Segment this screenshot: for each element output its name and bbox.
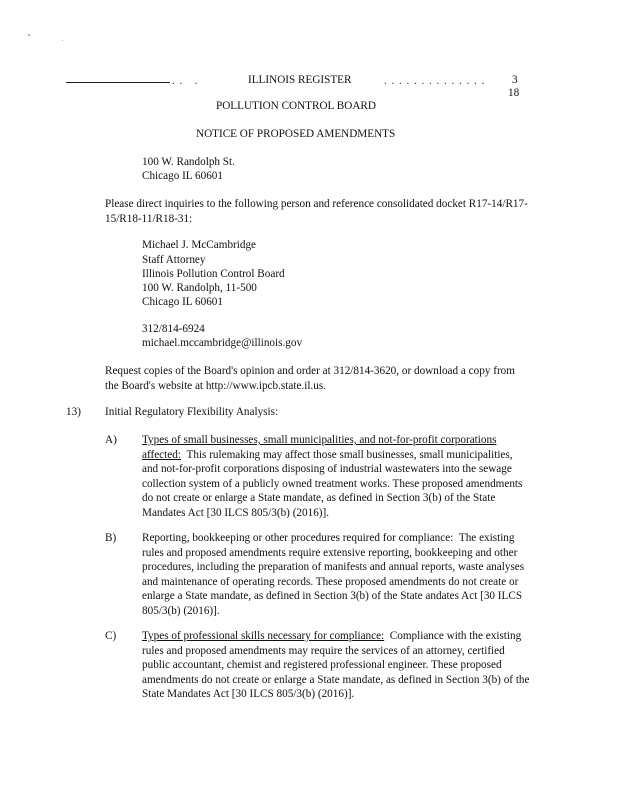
- header-left-dots: . . .: [172, 75, 199, 87]
- item-a-marker: A): [105, 434, 117, 446]
- issue-number: 18: [508, 87, 520, 99]
- item-c-marker: C): [105, 630, 117, 642]
- address-city: Chicago IL 60601: [142, 170, 223, 182]
- item-b-heading: Reporting, bookkeeping or other procedures required for compliance:: [142, 532, 454, 544]
- notice-title: NOTICE OF PROPOSED AMENDMENTS: [196, 128, 396, 140]
- item-b-marker: B): [105, 532, 117, 544]
- copies-paragraph: Request copies of the Board's opinion and order at 312/814-3620, or download a copy from the Board's website at http://www.ipcb.state.il.us.: [105, 365, 515, 392]
- item-b-body: The existing rules and proposed amendments require extensive reporting, bookkeeping and other procedures, including the preparation of manifests and annual reports, waste analyses and maintenance of operating records. These proposed amendments do not create or enlarge a State mandate, as defined in Section 3(b) of the State andates Act [30 ILCS 805/3(b) (2016)].: [142, 532, 525, 617]
- contact-street: 100 W. Randolph, 11-500: [142, 282, 257, 294]
- section-number: 13): [66, 406, 81, 418]
- item-a-heading: Types of small businesses, small municipalities, and not-for-profit corporations affected:: [142, 434, 497, 461]
- contact-email: michael.mccambridge@illinois.gov: [142, 337, 303, 349]
- item-a-body: This rulemaking may affect those small businesses, small municipalities, and not-for-profit corporations disposing of industrial wastewaters into the sewage collection system of a publicly owned treatment works. These proposed amendments do not create or enlarge a State mandate, as defined in Section 3(b) of the State Mandates Act [30 ILCS 805/3(b) (2016)].: [142, 448, 523, 519]
- header-right-dots: . . . . . . . . . . . . . .: [384, 75, 486, 87]
- page-number: 3: [512, 74, 518, 86]
- contact-name: Michael J. McCambridge: [142, 239, 257, 251]
- contact-title: Staff Attorney: [142, 254, 206, 266]
- item-c-heading: Types of professional skills necessary for compliance:: [142, 630, 385, 642]
- agency-name: POLLUTION CONTROL BOARD: [216, 100, 376, 112]
- header-left-rule: [66, 82, 170, 83]
- contact-phone: 312/814-6924: [142, 323, 205, 335]
- contact-organization: Illinois Pollution Control Board: [142, 268, 285, 280]
- contact-city: Chicago IL 60601: [142, 296, 223, 308]
- scan-speck: [28, 34, 30, 36]
- section-title: Initial Regulatory Flexibility Analysis:: [105, 406, 279, 418]
- address-street: 100 W. Randolph St.: [142, 156, 235, 168]
- item-c-text: [142, 629, 530, 702]
- item-c-body: Compliance with the existing rules and proposed amendments may require the services of an attorney, certified public accountant, chemist and registered professional engineer. These proposed amendments do not create or enlarge a State mandate, as defined in Section 3(b) of the State Mandates Act [30 ILCS 805/3(b) (2016)].: [142, 630, 530, 701]
- item-b-text: [142, 531, 530, 619]
- item-a-text: [142, 433, 530, 521]
- scan-speck: [62, 40, 63, 41]
- inquiry-paragraph: Please direct inquiries to the following person and reference consolidated docket R17-14/R17-15/R18-11/R18-31:: [105, 198, 528, 225]
- register-title: ILLINOIS REGISTER: [248, 74, 352, 86]
